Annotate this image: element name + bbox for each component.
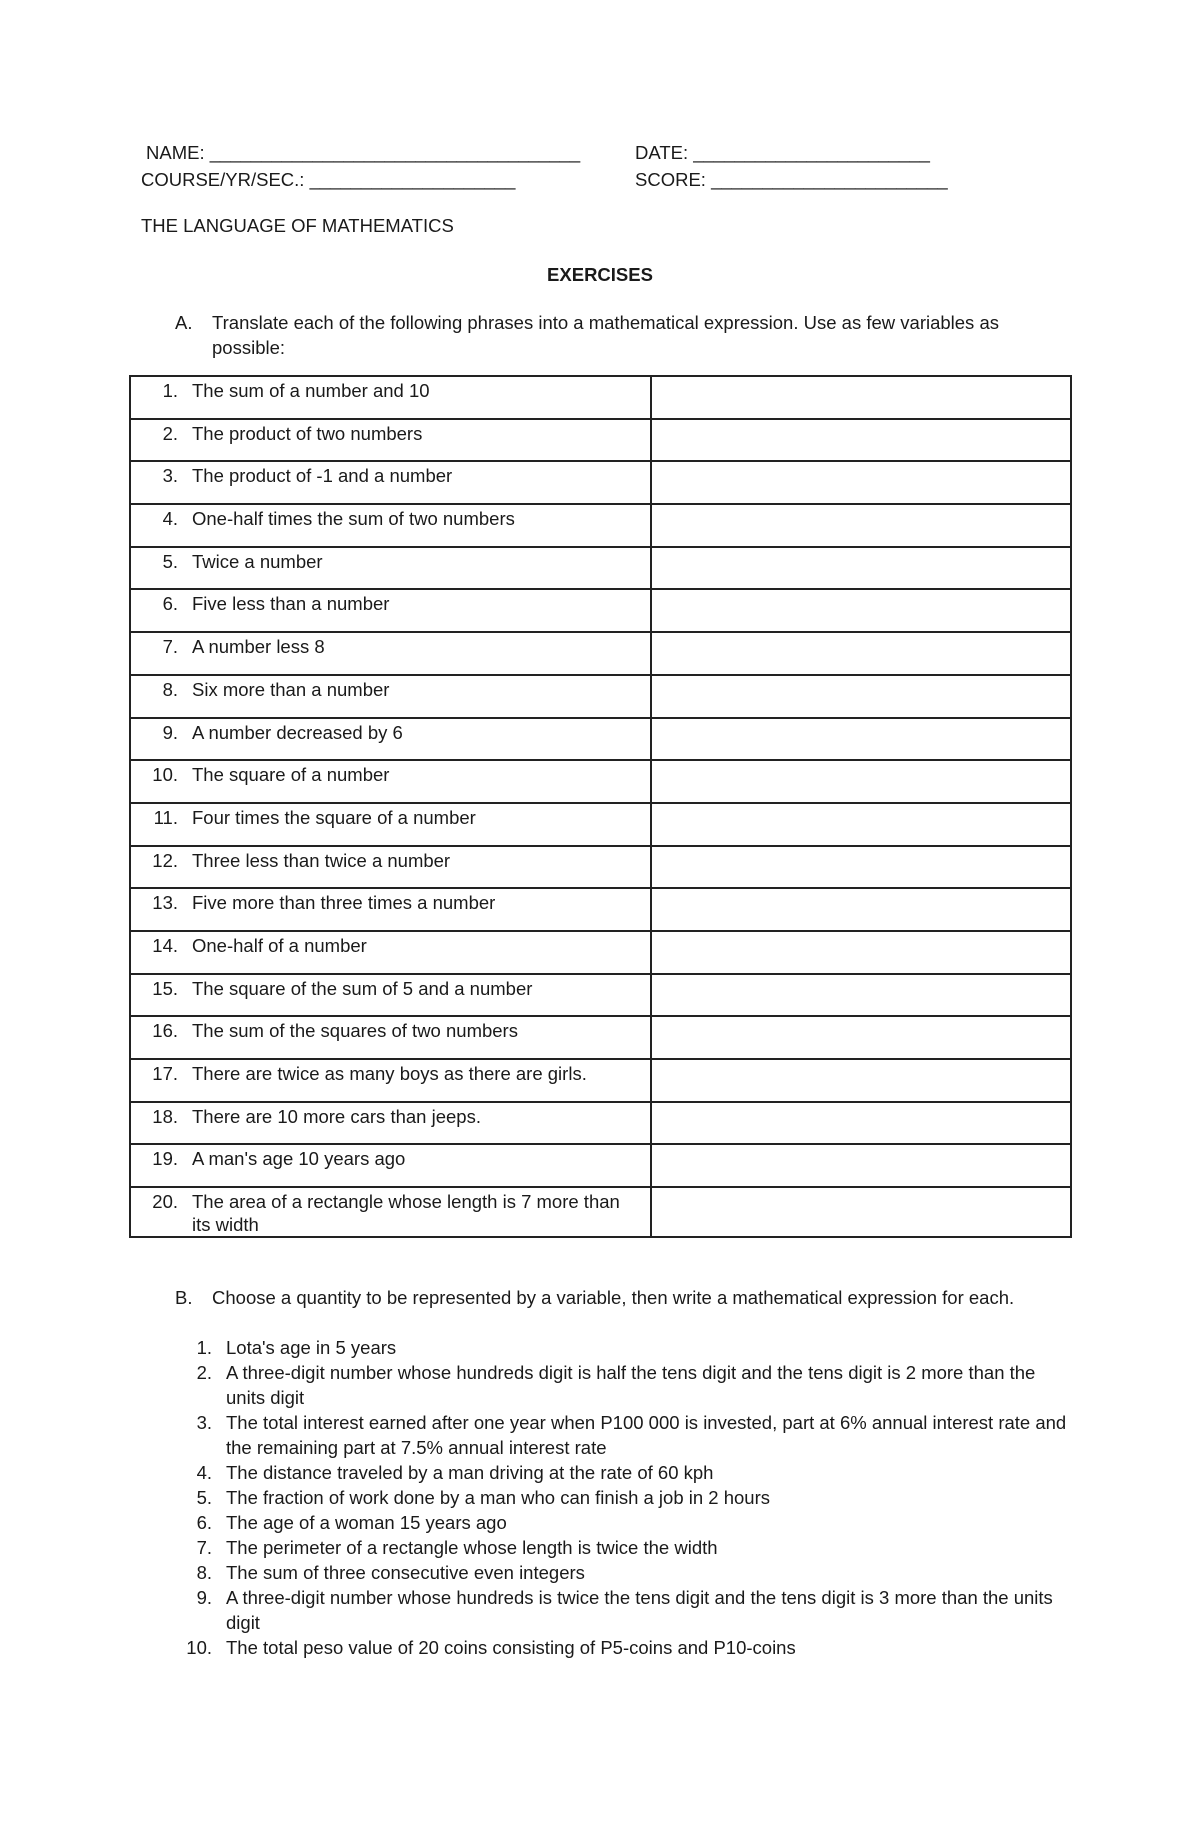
list-item xyxy=(175,1485,1075,1510)
item-text: A three-digit number whose hundreds is twice the tens digit and the tens digit is 3 more than the units digit xyxy=(226,1587,1053,1633)
list-item xyxy=(175,1585,1075,1635)
phrase-cell xyxy=(130,1187,651,1237)
table-row xyxy=(130,419,1071,462)
item-text: The total peso value of 20 coins consisting of P5-coins and P10-coins xyxy=(226,1637,796,1658)
answer-cell[interactable] xyxy=(651,376,1071,419)
item-number: 7. xyxy=(162,636,178,658)
item-number: 20. xyxy=(152,1191,178,1213)
item-number: 1. xyxy=(162,380,178,401)
phrase-text: The product of -1 and a number xyxy=(192,465,453,487)
table-row xyxy=(130,760,1071,803)
answer-cell[interactable] xyxy=(651,931,1071,974)
answer-cell[interactable] xyxy=(651,1102,1071,1145)
item-number: 16. xyxy=(152,1020,178,1042)
table-row xyxy=(130,931,1071,974)
phrase-text: Three less than twice a number xyxy=(192,849,451,871)
phrase-text: A man's age 10 years ago xyxy=(192,1148,406,1170)
score-field-label[interactable]: SCORE: _______________________ xyxy=(635,169,948,190)
phrase-text: The area of a rectangle whose length is 7 more than its width xyxy=(192,1191,620,1236)
phrase-cell xyxy=(130,1102,651,1145)
phrase-text: Six more than a number xyxy=(192,678,390,700)
phrase-text: Five more than three times a number xyxy=(192,892,496,914)
table-row xyxy=(130,675,1071,718)
table-row xyxy=(130,504,1071,547)
item-text: The sum of three consecutive even integers xyxy=(226,1562,585,1583)
exercises-heading: EXERCISES xyxy=(547,264,653,285)
item-number: 19. xyxy=(152,1148,178,1170)
phrase-text: The square of the sum of 5 and a number xyxy=(192,977,533,999)
table-row xyxy=(130,1059,1071,1102)
answer-cell[interactable] xyxy=(651,504,1071,547)
phrase-cell xyxy=(130,419,651,462)
item-text: The fraction of work done by a man who can finish a job in 2 hours xyxy=(226,1487,770,1508)
item-number: 2. xyxy=(162,422,178,444)
list-item xyxy=(175,1335,1075,1360)
answer-cell[interactable] xyxy=(651,846,1071,889)
table-row xyxy=(130,1144,1071,1187)
item-text: The age of a woman 15 years ago xyxy=(226,1512,507,1533)
item-number: 7. xyxy=(196,1537,212,1558)
answer-cell[interactable] xyxy=(651,718,1071,761)
item-number: 3. xyxy=(162,465,178,487)
item-number: 3. xyxy=(196,1412,212,1433)
item-number: 6. xyxy=(196,1512,212,1533)
phrase-cell xyxy=(130,760,651,803)
list-item xyxy=(175,1635,1075,1660)
list-item xyxy=(175,1510,1075,1535)
item-number: 11. xyxy=(153,806,178,828)
answer-cell[interactable] xyxy=(651,1016,1071,1059)
phrase-cell xyxy=(130,888,651,931)
item-number: 1. xyxy=(196,1337,212,1358)
list-item xyxy=(175,1410,1075,1460)
item-number: 5. xyxy=(196,1487,212,1508)
phrase-text: One-half times the sum of two numbers xyxy=(192,508,515,530)
phrase-cell xyxy=(130,1144,651,1187)
phrase-text: One-half of a number xyxy=(192,934,367,956)
phrase-cell xyxy=(130,1016,651,1059)
table-row xyxy=(130,632,1071,675)
answer-cell[interactable] xyxy=(651,1059,1071,1102)
phrase-text: The sum of the squares of two numbers xyxy=(192,1020,518,1042)
item-number: 18. xyxy=(152,1105,178,1127)
item-text: Lota's age in 5 years xyxy=(226,1337,397,1358)
item-number: 17. xyxy=(152,1063,178,1084)
phrase-text: Five less than a number xyxy=(192,593,390,615)
table-row xyxy=(130,803,1071,846)
answer-cell[interactable] xyxy=(651,589,1071,632)
item-number: 8. xyxy=(162,678,178,700)
item-text: The perimeter of a rectangle whose length is twice the width xyxy=(226,1537,718,1558)
table-row xyxy=(130,376,1071,419)
item-number: 8. xyxy=(196,1562,212,1583)
answer-cell[interactable] xyxy=(651,1187,1071,1237)
item-number: 9. xyxy=(162,721,178,743)
answer-cell[interactable] xyxy=(651,632,1071,675)
phrase-cell xyxy=(130,931,651,974)
item-number: 6. xyxy=(162,593,178,615)
item-number: 4. xyxy=(162,508,178,530)
table-row xyxy=(130,1016,1071,1059)
answer-cell[interactable] xyxy=(651,547,1071,590)
phrase-text: There are twice as many boys as there are girls. xyxy=(192,1063,587,1084)
phrase-cell xyxy=(130,632,651,675)
part-a-letter: A. xyxy=(175,312,193,333)
table-row xyxy=(130,1102,1071,1145)
part-a-instruction xyxy=(175,310,1055,360)
item-number: 5. xyxy=(162,550,178,572)
table-row xyxy=(130,461,1071,504)
phrase-cell xyxy=(130,846,651,889)
table-row xyxy=(130,888,1071,931)
phrase-cell xyxy=(130,376,651,419)
phrase-text: A number decreased by 6 xyxy=(192,721,403,743)
phrase-text: Four times the square of a number xyxy=(192,806,476,828)
item-number: 14. xyxy=(152,934,178,956)
phrase-text: Twice a number xyxy=(192,550,323,572)
item-number: 15. xyxy=(152,977,178,999)
answer-cell[interactable] xyxy=(651,803,1071,846)
item-number: 4. xyxy=(196,1462,212,1483)
phrase-cell xyxy=(130,974,651,1017)
part-a-instruction-text: Translate each of the following phrases into a mathematical expression. Use as few variables as possible: xyxy=(212,312,999,358)
item-number: 9. xyxy=(196,1587,212,1608)
phrase-cell xyxy=(130,675,651,718)
phrase-text: The square of a number xyxy=(192,764,390,786)
list-item xyxy=(175,1460,1075,1485)
part-b-letter: B. xyxy=(175,1287,193,1308)
phrase-text: The product of two numbers xyxy=(192,422,423,444)
list-item xyxy=(175,1560,1075,1585)
answer-cell[interactable] xyxy=(651,888,1071,931)
phrase-text: A number less 8 xyxy=(192,636,325,658)
course-field-label[interactable]: COURSE/YR/SEC.: ____________________ xyxy=(141,169,516,190)
table-row xyxy=(130,974,1071,1017)
phrase-cell xyxy=(130,718,651,761)
part-b-instruction xyxy=(175,1285,1055,1310)
table-row xyxy=(130,846,1071,889)
item-text: A three-digit number whose hundreds digit is half the tens digit and the tens digit is 2 more than the units digit xyxy=(226,1362,1036,1408)
answer-cell[interactable] xyxy=(651,675,1071,718)
item-number: 13. xyxy=(152,892,178,914)
answer-cell[interactable] xyxy=(651,1144,1071,1187)
table-row xyxy=(130,547,1071,590)
phrase-cell xyxy=(130,589,651,632)
phrase-cell xyxy=(130,504,651,547)
item-number: 10. xyxy=(186,1637,212,1658)
answer-cell[interactable] xyxy=(651,461,1071,504)
exercise-a-table xyxy=(129,375,1072,1238)
answer-cell[interactable] xyxy=(651,974,1071,1017)
name-field-label[interactable]: NAME: ____________________________________ xyxy=(146,142,581,163)
phrase-cell xyxy=(130,1059,651,1102)
item-number: 10. xyxy=(152,764,178,786)
item-number: 2. xyxy=(196,1362,212,1383)
table-row xyxy=(130,589,1071,632)
table-row xyxy=(130,1187,1071,1237)
phrase-cell xyxy=(130,547,651,590)
item-text: The distance traveled by a man driving at the rate of 60 kph xyxy=(226,1462,714,1483)
list-item xyxy=(175,1360,1075,1410)
phrase-text: The sum of a number and 10 xyxy=(192,380,430,401)
item-text: The total interest earned after one year when P100 000 is invested, part at 6% annual interest rate and the remaining part at 7.5% annual interest rate xyxy=(226,1412,1067,1458)
item-number: 12. xyxy=(152,849,178,871)
table-row xyxy=(130,718,1071,761)
list-item xyxy=(175,1535,1075,1560)
section-title: THE LANGUAGE OF MATHEMATICS xyxy=(141,215,454,236)
phrase-cell xyxy=(130,461,651,504)
date-field-label[interactable]: DATE: _______________________ xyxy=(635,142,930,163)
phrase-text: There are 10 more cars than jeeps. xyxy=(192,1105,481,1127)
answer-cell[interactable] xyxy=(651,760,1071,803)
exercise-b-list xyxy=(175,1335,1075,1660)
part-b-instruction-text: Choose a quantity to be represented by a variable, then write a mathematical expression for each. xyxy=(212,1287,1015,1308)
answer-cell[interactable] xyxy=(651,419,1071,462)
phrase-cell xyxy=(130,803,651,846)
